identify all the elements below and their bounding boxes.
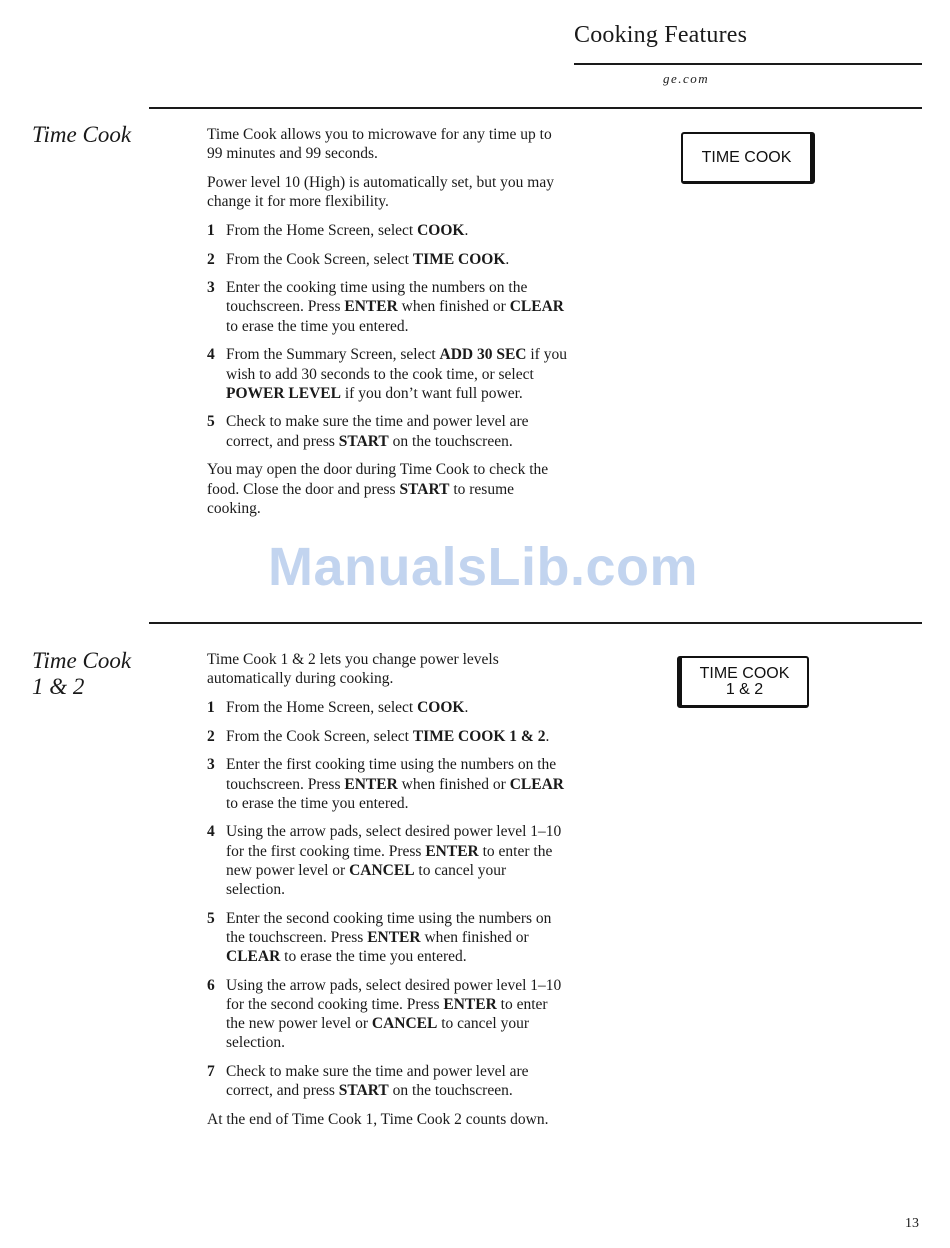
- time-cook-steps: [207, 221, 567, 451]
- step-text: [226, 755, 567, 813]
- emphasis-text: START: [338, 1082, 389, 1100]
- emphasis-text: START: [338, 432, 389, 450]
- step-number: 2: [207, 727, 215, 745]
- list-item: [207, 909, 567, 967]
- watermark: ManualsLib.com: [268, 537, 699, 597]
- text-run: Check to make sure the time and power level are correct, and press: [226, 413, 529, 450]
- list-item: [207, 1062, 567, 1100]
- text-run: to cancel your selection.: [226, 1015, 530, 1052]
- text-run: .: [464, 221, 469, 239]
- list-item: [207, 345, 567, 403]
- text-run: Check to make sure the time and power level are correct, and press: [226, 1063, 529, 1100]
- step-text: [226, 822, 567, 899]
- time-cook-12-note: At the end of Time Cook 1, Time Cook 2 counts down.: [207, 1111, 549, 1129]
- emphasis-text: ENTER: [443, 996, 497, 1014]
- text-run: on the touchscreen.: [388, 432, 513, 450]
- step-number: 6: [207, 976, 215, 994]
- section-divider: [149, 622, 922, 624]
- text-run: From the Home Screen, select: [226, 221, 418, 239]
- step-text: [226, 250, 567, 269]
- step-number: 3: [207, 756, 215, 774]
- text-run: Using the arrow pads, select desired power level 1–10 for the second cooking time. Press: [226, 976, 562, 1014]
- list-item: [207, 221, 567, 240]
- time-cook-12-intro: Time Cook 1 & 2 lets you change power levels automatically during cooking.: [207, 651, 499, 688]
- emphasis-text: COOK: [417, 698, 465, 716]
- emphasis-text: ENTER: [367, 928, 421, 946]
- text-run: if you don’t want full power.: [340, 384, 523, 402]
- emphasis-text: CLEAR: [509, 298, 564, 316]
- step-text: [226, 909, 567, 967]
- time-cook-1-2-key-line-1: TIME COOK: [699, 664, 790, 682]
- text-run: when finished or: [397, 775, 510, 793]
- step-number: 5: [207, 909, 215, 927]
- emphasis-text: ENTER: [344, 298, 398, 316]
- emphasis-text: CANCEL: [349, 861, 415, 879]
- text-run: on the touchscreen.: [388, 1082, 513, 1100]
- text-run: From the Cook Screen, select: [226, 727, 413, 745]
- text-run: From the Summary Screen, select: [226, 346, 440, 364]
- step-text: [226, 412, 567, 450]
- list-item: [207, 976, 567, 1053]
- text-run: .: [505, 250, 510, 268]
- step-number: 5: [207, 413, 215, 431]
- list-item: [207, 755, 567, 813]
- text-run: .: [545, 727, 550, 745]
- emphasis-text: ADD 30 SEC: [439, 346, 527, 364]
- list-item: [207, 822, 567, 899]
- time-cook-1-2-key-line-2: 1 & 2: [725, 680, 764, 698]
- step-number: 1: [207, 221, 215, 239]
- text-run: to erase the time you entered.: [226, 794, 409, 812]
- step-text: [226, 1062, 567, 1100]
- time-cook-key-label: TIME COOK: [701, 148, 792, 166]
- section-title-line-2: 1 & 2: [32, 674, 85, 699]
- emphasis-text: TIME COOK: [412, 250, 506, 268]
- emphasis-text: CLEAR: [509, 775, 564, 793]
- emphasis-text: CANCEL: [371, 1015, 438, 1033]
- text-run: to resume cooking.: [207, 480, 515, 517]
- emphasis-text: TIME COOK 1 & 2: [412, 727, 546, 745]
- text-run: when finished or: [420, 928, 529, 946]
- list-item: [207, 698, 567, 717]
- text-run: to enter the new power level or: [226, 842, 553, 879]
- text-run: when finished or: [397, 298, 510, 316]
- text-run: From the Home Screen, select: [226, 698, 418, 716]
- page-header-title: Cooking Features: [574, 22, 748, 48]
- text-run: Enter the second cooking time using the numbers on the touchscreen. Press: [226, 909, 552, 946]
- time-cook-1-2-key[interactable]: [677, 656, 809, 708]
- list-item: [207, 250, 567, 269]
- text-run: Enter the cooking time using the numbers on the touchscreen. Press: [226, 279, 528, 316]
- text-run: .: [464, 698, 469, 716]
- section-title-time-cook: Time Cook: [32, 122, 132, 147]
- step-text: [226, 727, 567, 746]
- emphasis-text: COOK: [417, 221, 465, 239]
- text-run: From the Cook Screen, select: [226, 250, 413, 268]
- text-run: to erase the time you entered.: [226, 317, 409, 335]
- step-text: [226, 221, 567, 240]
- step-number: 7: [207, 1063, 215, 1081]
- text-run: if you wish to add 30 seconds to the cook time, or select: [226, 346, 567, 383]
- step-number: 3: [207, 279, 215, 297]
- header-divider: [574, 63, 922, 65]
- text-run: Enter the first cooking time using the numbers on the touchscreen. Press: [226, 756, 557, 793]
- emphasis-text: START: [399, 480, 450, 498]
- time-cook-intro-2: Power level 10 (High) is automatically set, but you may change it for more flexibility.: [207, 173, 554, 211]
- time-cook-body: [207, 125, 567, 527]
- list-item: [207, 727, 567, 746]
- time-cook-intro-1: Time Cook allows you to microwave for any time up to 99 minutes and 99 seconds.: [207, 126, 552, 163]
- step-number: 2: [207, 250, 215, 268]
- time-cook-key[interactable]: [681, 132, 815, 184]
- text-run: to enter the new power level or: [226, 996, 548, 1033]
- step-number: 4: [207, 823, 215, 841]
- text-run: You may open the door during Time Cook to check the food. Close the door and press: [207, 461, 549, 498]
- header-url: ge.com: [663, 71, 710, 86]
- section-title-time-cook-1-2: [32, 648, 131, 700]
- page-number: 13: [905, 1216, 919, 1231]
- time-cook-note: [207, 460, 567, 518]
- time-cook-12-steps: [207, 698, 567, 1101]
- step-text: [226, 345, 567, 403]
- text-run: to erase the time you entered.: [280, 948, 467, 966]
- list-item: [207, 278, 567, 336]
- emphasis-text: CLEAR: [226, 948, 281, 966]
- time-cook-12-body: [207, 650, 567, 1139]
- step-text: [226, 698, 567, 717]
- step-number: 4: [207, 346, 215, 364]
- text-run: Using the arrow pads, select desired power level 1–10 for the first cooking time. Press: [226, 823, 562, 860]
- emphasis-text: POWER LEVEL: [226, 384, 341, 402]
- text-run: to cancel your selection.: [226, 861, 507, 899]
- step-number: 1: [207, 698, 215, 716]
- emphasis-text: ENTER: [344, 775, 398, 793]
- step-text: [226, 976, 567, 1053]
- section-title-line-1: Time Cook: [32, 648, 132, 673]
- step-text: [226, 278, 567, 336]
- list-item: [207, 412, 567, 450]
- emphasis-text: ENTER: [425, 842, 479, 860]
- section-divider: [149, 107, 922, 109]
